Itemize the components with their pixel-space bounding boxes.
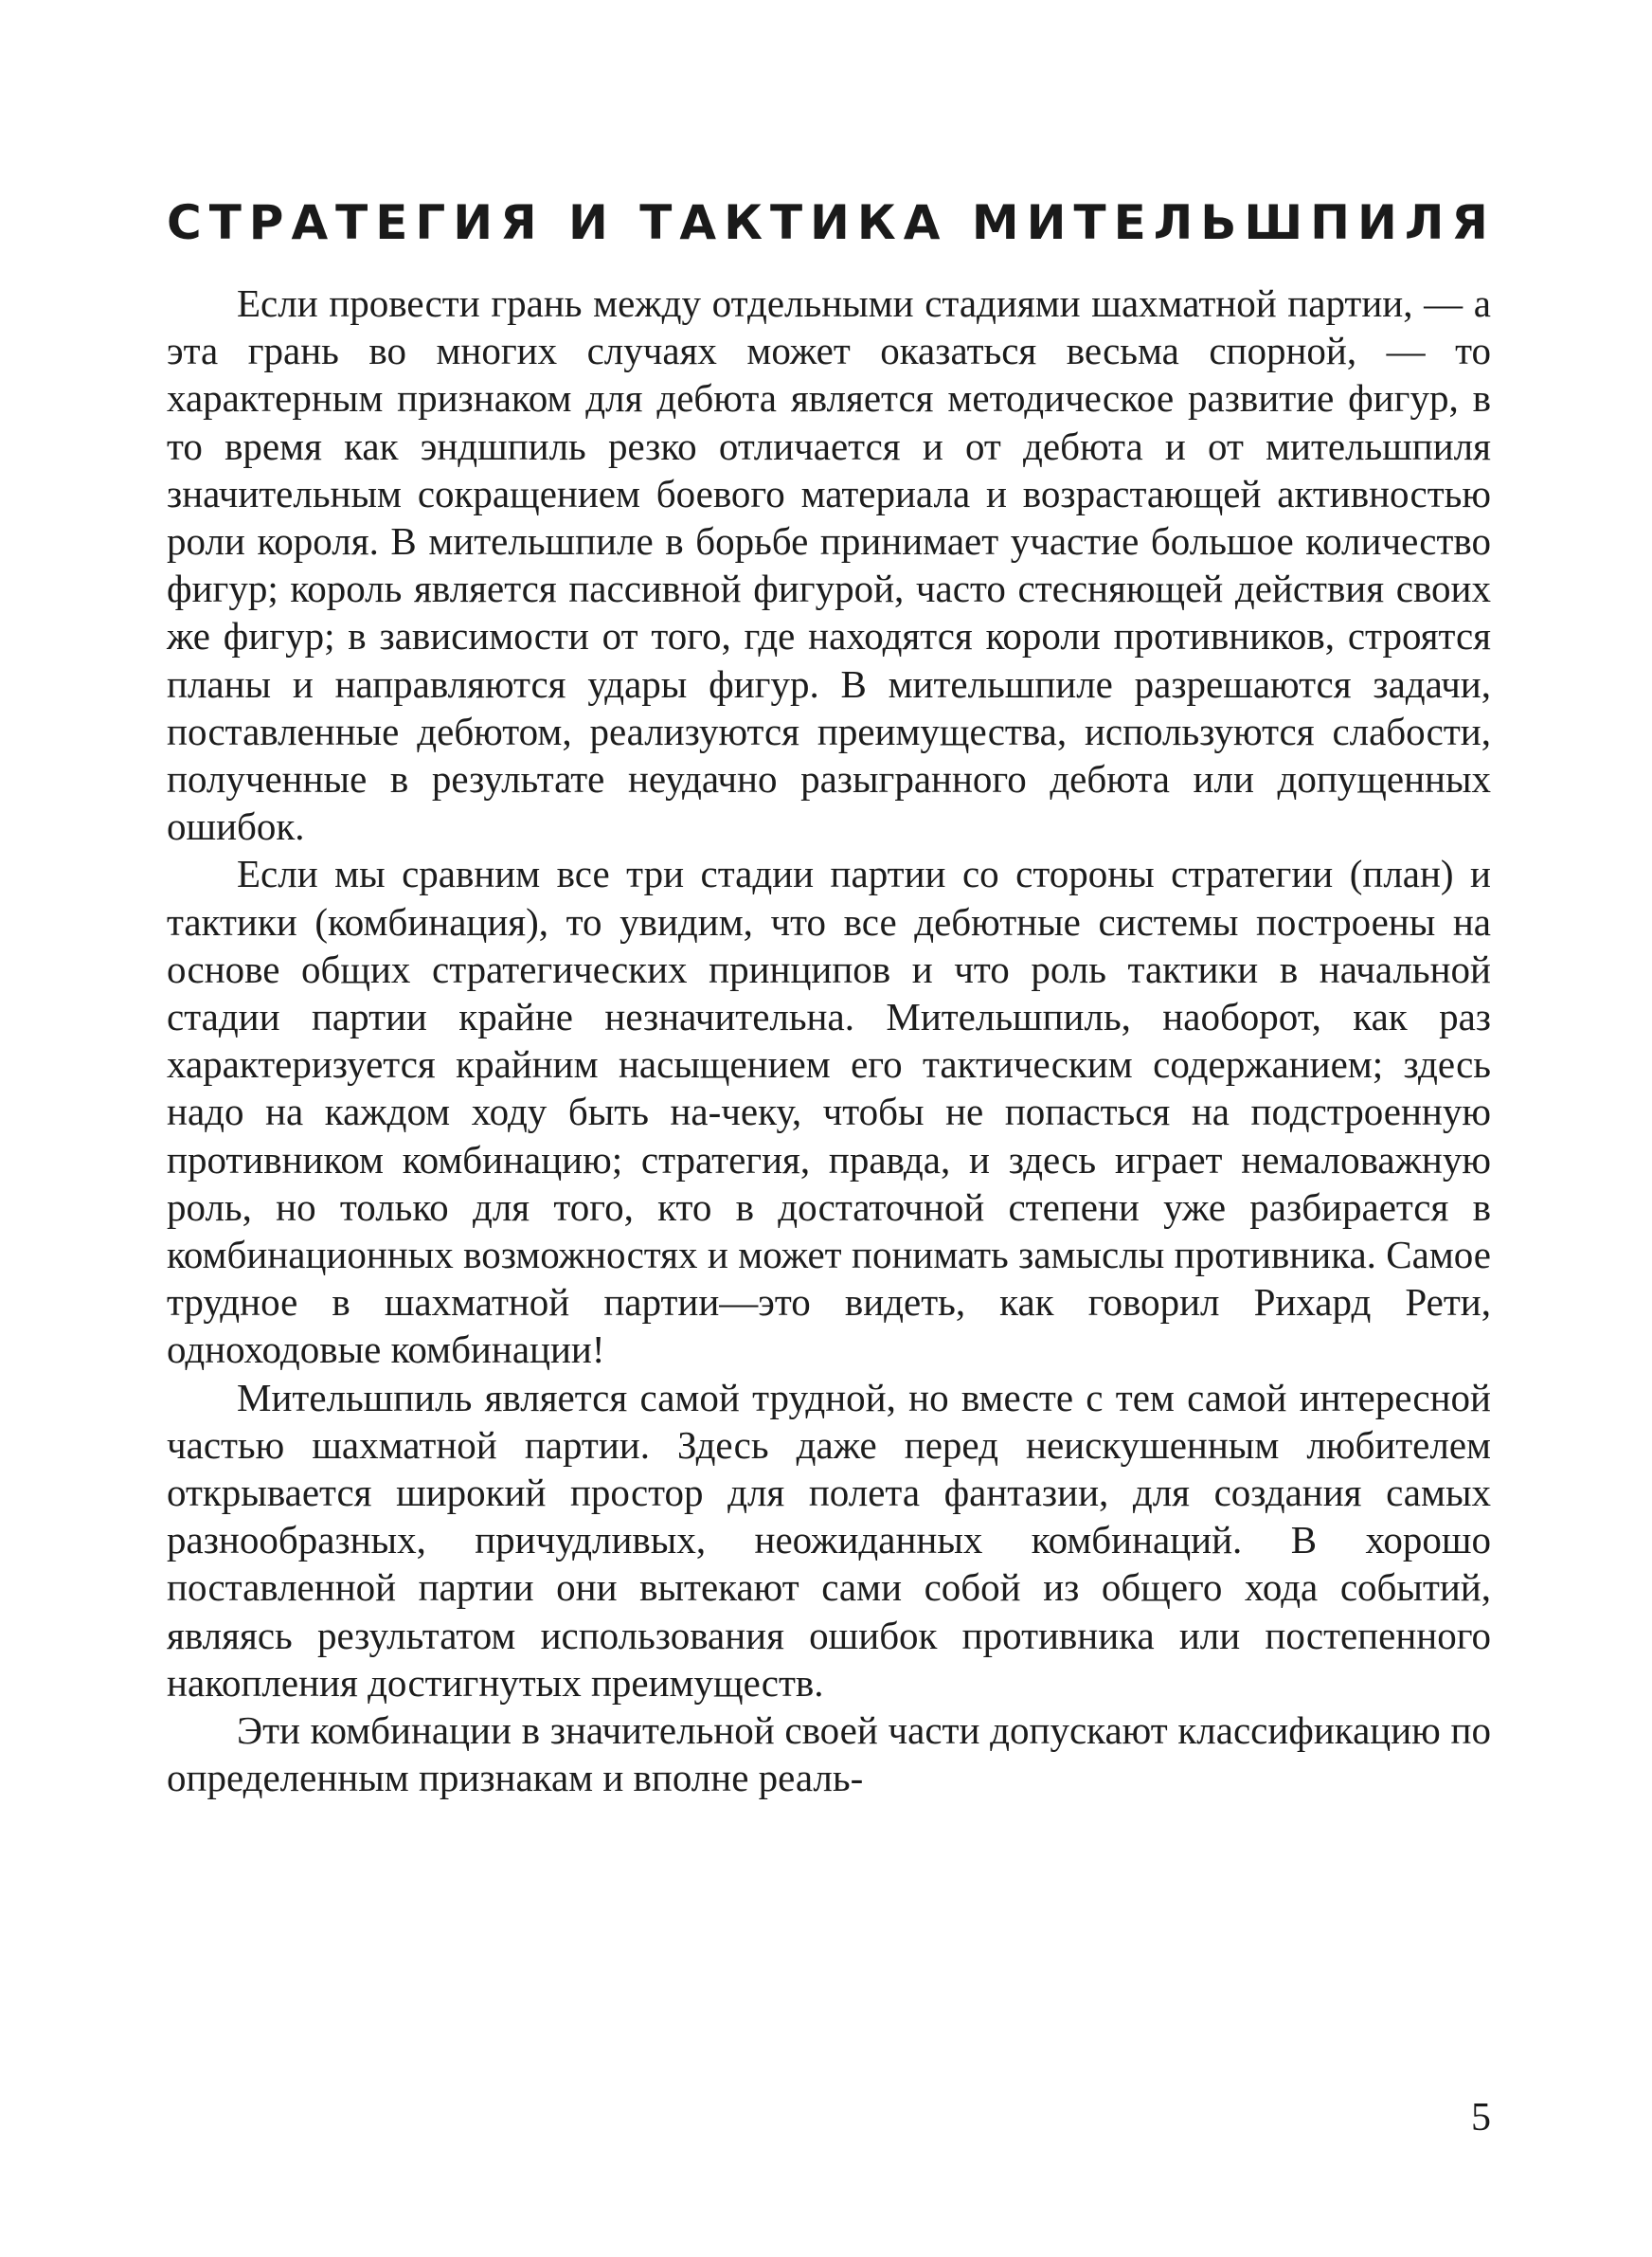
body-text <box>167 280 1491 1802</box>
chapter-heading: СТРАТЕГИЯ И ТАКТИКА МИТЕЛЬШПИЛЯ <box>167 195 1496 250</box>
paragraph-3: Мительшпиль является самой трудной, но вместе с тем самой интересной частью шахматной партии. Здесь даже перед неискушенным любителем открывается широкий простор для полета фантазии, для создания самых разнообразных, причудливых, неожиданных комбинаций. В хорошо поставленной партии они вытекают сами собой из общего хода событий, являясь результатом использования ошибок противника или постепенного накопления достигнутых преимуществ. <box>167 1375 1491 1705</box>
paragraph-1: Если провести грань между отдельными стадиями шахматной партии, — а эта грань во многих случаях может оказаться весьма спорной, — то характерным признаком для дебюта является методическое развитие фигур, в то время как эндшпиль резко отличается и от дебюта и от мительшпиля значительным сокращением боевого материала и возрастающей активностью роли короля. В мительшпиле в борьбе принимает участие большое количество фигур; король является пассивной фигурой, часто стесняющей действия своих же фигур; в зависимости от того, где находятся короли противников, строятся планы и направляются удары фигур. В мительшпиле разрешаются задачи, поставленные дебютом, реализуются преимущества, используются слабости, полученные в результате неудачно разыгранного дебюта или допущенных ошибок. <box>167 281 1491 849</box>
page-number: 5 <box>1471 2096 1491 2140</box>
paragraph-4: Эти комбинации в значительной своей части допускают классификацию по определенным признакам и вполне реаль- <box>167 1708 1491 1800</box>
paragraph-2: Если мы сравним все три стадии партии со стороны стратегии (план) и тактики (комбинация), то увидим, что все дебютные системы построены на основе общих стратегических принципов и что роль тактики в начальной стадии партии крайне незначительна. Мительшпиль, наоборот, как раз характеризуется крайним насыщением его тактическим содержанием; здесь надо на каждом ходу быть на-чеку, чтобы не попасться на подстроенную противником комбинацию; стратегия, правда, и здесь играет немаловажную роль, но только для того, кто в достаточной степени уже разбирается в комбинационных возможностях и может понимать замыслы противника. Самое трудное в шахматной партии—это видеть, как говорил Рихард Рети, одноходовые комбинации! <box>167 852 1491 1372</box>
